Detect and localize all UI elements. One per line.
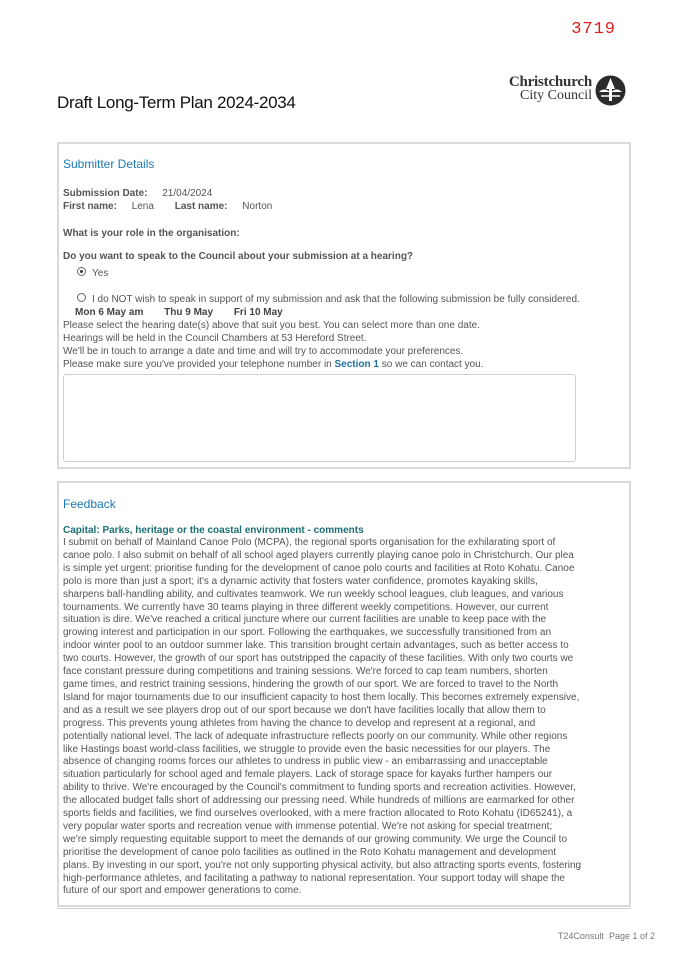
feedback-line: face constant pressure during competitions and training sessions. We're forced to cap team numbers, shorten: [63, 666, 548, 678]
feedback-line: ability to thrive. We're encouraged by the Council's commitment to funding sports and recreation activities. However,: [63, 782, 576, 794]
info-line-3: We'll be in touch to arrange a date and time and will try to accommodate your preferences.: [63, 346, 464, 357]
feedback-line: I submit on behalf of Mainland Canoe Polo (MCPA), the regional sports organisation for the exhilarating sport of: [63, 537, 556, 548]
feedback-line: situation particularly for school aged and female players. Lack of storage space for kayaks further hampers our: [63, 769, 553, 781]
feedback-line: plans. By investing in our sport, you're not only supporting physical activity, but also attracting sports events, fostering: [63, 859, 582, 871]
footer-page: Page 1 of 2: [608, 931, 655, 941]
last-name-label: Last name:: [174, 201, 228, 212]
feedback-line: future of our sport and empower generations to come.: [63, 885, 302, 897]
section-1-link[interactable]: Section 1: [334, 359, 379, 370]
logo-line1: Christchurch: [508, 74, 592, 90]
footer-source: T24Consult: [557, 931, 604, 941]
option-no[interactable]: [77, 293, 580, 306]
submitter-section-title: Submitter Details: [63, 157, 155, 171]
logo-wordmark: [499, 75, 592, 103]
feedback-line: canoe polo. I also submit on behalf of all school aged players currently playing canoe polo in Christchurch. Our plea: [63, 549, 574, 561]
feedback-body: [63, 537, 582, 898]
feedback-line: like Hastings boast world-class facilities, we struggle to provide even the basic necessities for our players. The: [63, 743, 551, 755]
feedback-line: two courts. However, the growth of our sport has outstripped the capacity of these facilities. With only two courts we: [63, 653, 574, 665]
feedback-panel: [57, 481, 631, 907]
page-number: 3719: [571, 20, 616, 39]
info-line-2: Hearings will be held in the Council Chambers at 53 Hereford Street.: [63, 333, 367, 344]
date-option-fri-10-may[interactable]: Fri 10 May: [233, 307, 283, 318]
footer-divider: [57, 908, 631, 909]
info-line-1: Please select the hearing date(s) above that suit you best. You can select more than one date.: [63, 320, 480, 331]
feedback-line: high-performance athletes, and facilitating a pathway to national representation. Your support today will shape the: [63, 872, 565, 884]
feedback-section-title: Feedback: [63, 497, 116, 511]
feedback-line: sharpens ball-handling ability, and cultivates teamwork. We run weekly school leagues, club leagues, and various: [63, 588, 564, 600]
date-option-thu-9-may[interactable]: Thu 9 May: [164, 307, 214, 318]
submitter-details-panel: [57, 142, 631, 469]
footer: [558, 931, 655, 941]
option-no-label: I do NOT wish to speak in support of my submission and ask that the following submission be fully considered.: [92, 294, 580, 305]
option-yes-label: Yes: [92, 268, 109, 279]
feedback-line: is simple yet urgent: prioritise funding for the development of canoe polo courts and facilities at Roto Kohatu. Canoe: [63, 562, 575, 574]
feedback-line: prioritise the development of canoe polo facilities as outlined in the Roto Kohatu management and development: [63, 846, 557, 858]
feedback-heading: Capital: Parks, heritage or the coastal environment - comments: [63, 525, 364, 536]
logo-line2: City Council: [520, 88, 592, 103]
feedback-line: and as a result we see players drop out of our sport because we don't have facilities locally that allow them to: [63, 704, 546, 716]
submission-date-value: 21/04/2024: [162, 188, 213, 199]
option-yes[interactable]: [77, 267, 108, 280]
info-line-4-text: Please make sure you've provided your telephone number in: [63, 359, 335, 370]
feedback-line: progress. This prevents young athletes from having the chance to develop and represent at a regional, and: [63, 717, 536, 729]
feedback-line: sports fields and facilities, we find ourselves overlooked, with a mere fraction allocated to Roto Kohatu (ID65241), a: [63, 808, 573, 820]
feedback-line: situation is dire. We've reached a critical juncture where our current facilities are unable to keep pace with the: [63, 614, 547, 626]
radio-yes[interactable]: [77, 267, 86, 276]
hearing-dates: [75, 306, 301, 319]
feedback-line: polo is more than just a sport; it's a dynamic activity that fosters water confidence, promotes kayaking skills,: [63, 575, 538, 587]
council-logo: [499, 75, 629, 111]
feedback-line: game times, and restrict training sessions, hindering the growth of our sport. We are forced to travel to the North: [63, 678, 559, 690]
radio-no[interactable]: [77, 293, 86, 302]
info-line-4-end: so we can contact you.: [378, 359, 484, 370]
cathedral-emblem-icon: [595, 75, 626, 106]
info-line-4: [63, 358, 484, 371]
feedback-line: growing interest and participation in our sport. Following the earthquakes, we successfully transitioned from an: [63, 627, 552, 639]
submission-date-label: Submission Date:: [63, 188, 148, 199]
date-option-mon-6-may[interactable]: Mon 6 May am: [75, 307, 144, 318]
feedback-line: tournaments. We currently have 30 teams playing in three different weekly competitions. However, our current: [63, 601, 549, 613]
document-title: Draft Long-Term Plan 2024-2034: [57, 93, 296, 112]
hearing-question: Do you want to speak to the Council about your submission at a hearing?: [63, 251, 414, 262]
first-name-label: First name:: [63, 201, 117, 212]
feedback-line: potentially national level. The lack of adequate infrastructure reflects poorly on our community. While other regions: [63, 730, 568, 742]
first-name-value: Lena: [131, 201, 154, 212]
feedback-line: Island for major tournaments due to our insufficient capacity to host them locally. This becomes extremely expensive,: [63, 691, 580, 703]
comments-textarea[interactable]: [63, 374, 576, 462]
feedback-line: we're simply requesting equitable support to meet the demands of our growing community. We urge the Council to: [63, 833, 568, 845]
role-question: What is your role in the organisation:: [63, 228, 240, 239]
feedback-line: the allocated budget falls short of addressing our pressing need. While hundreds of millions are earmarked for other: [63, 795, 575, 807]
feedback-line: very popular water sports and recreation venue with immense potential. We're not asking for special treatment;: [63, 820, 553, 832]
last-name-value: Norton: [242, 201, 273, 212]
submission-date-row: [63, 187, 212, 200]
feedback-line: absence of changing rooms forces our athletes to undress in public view - an embarrassing and unacceptable: [63, 756, 548, 768]
feedback-line: indoor winter pool to an outdoor summer lake. This transition brought certain advantages, such as better access to: [63, 640, 569, 652]
name-row: [63, 200, 272, 213]
